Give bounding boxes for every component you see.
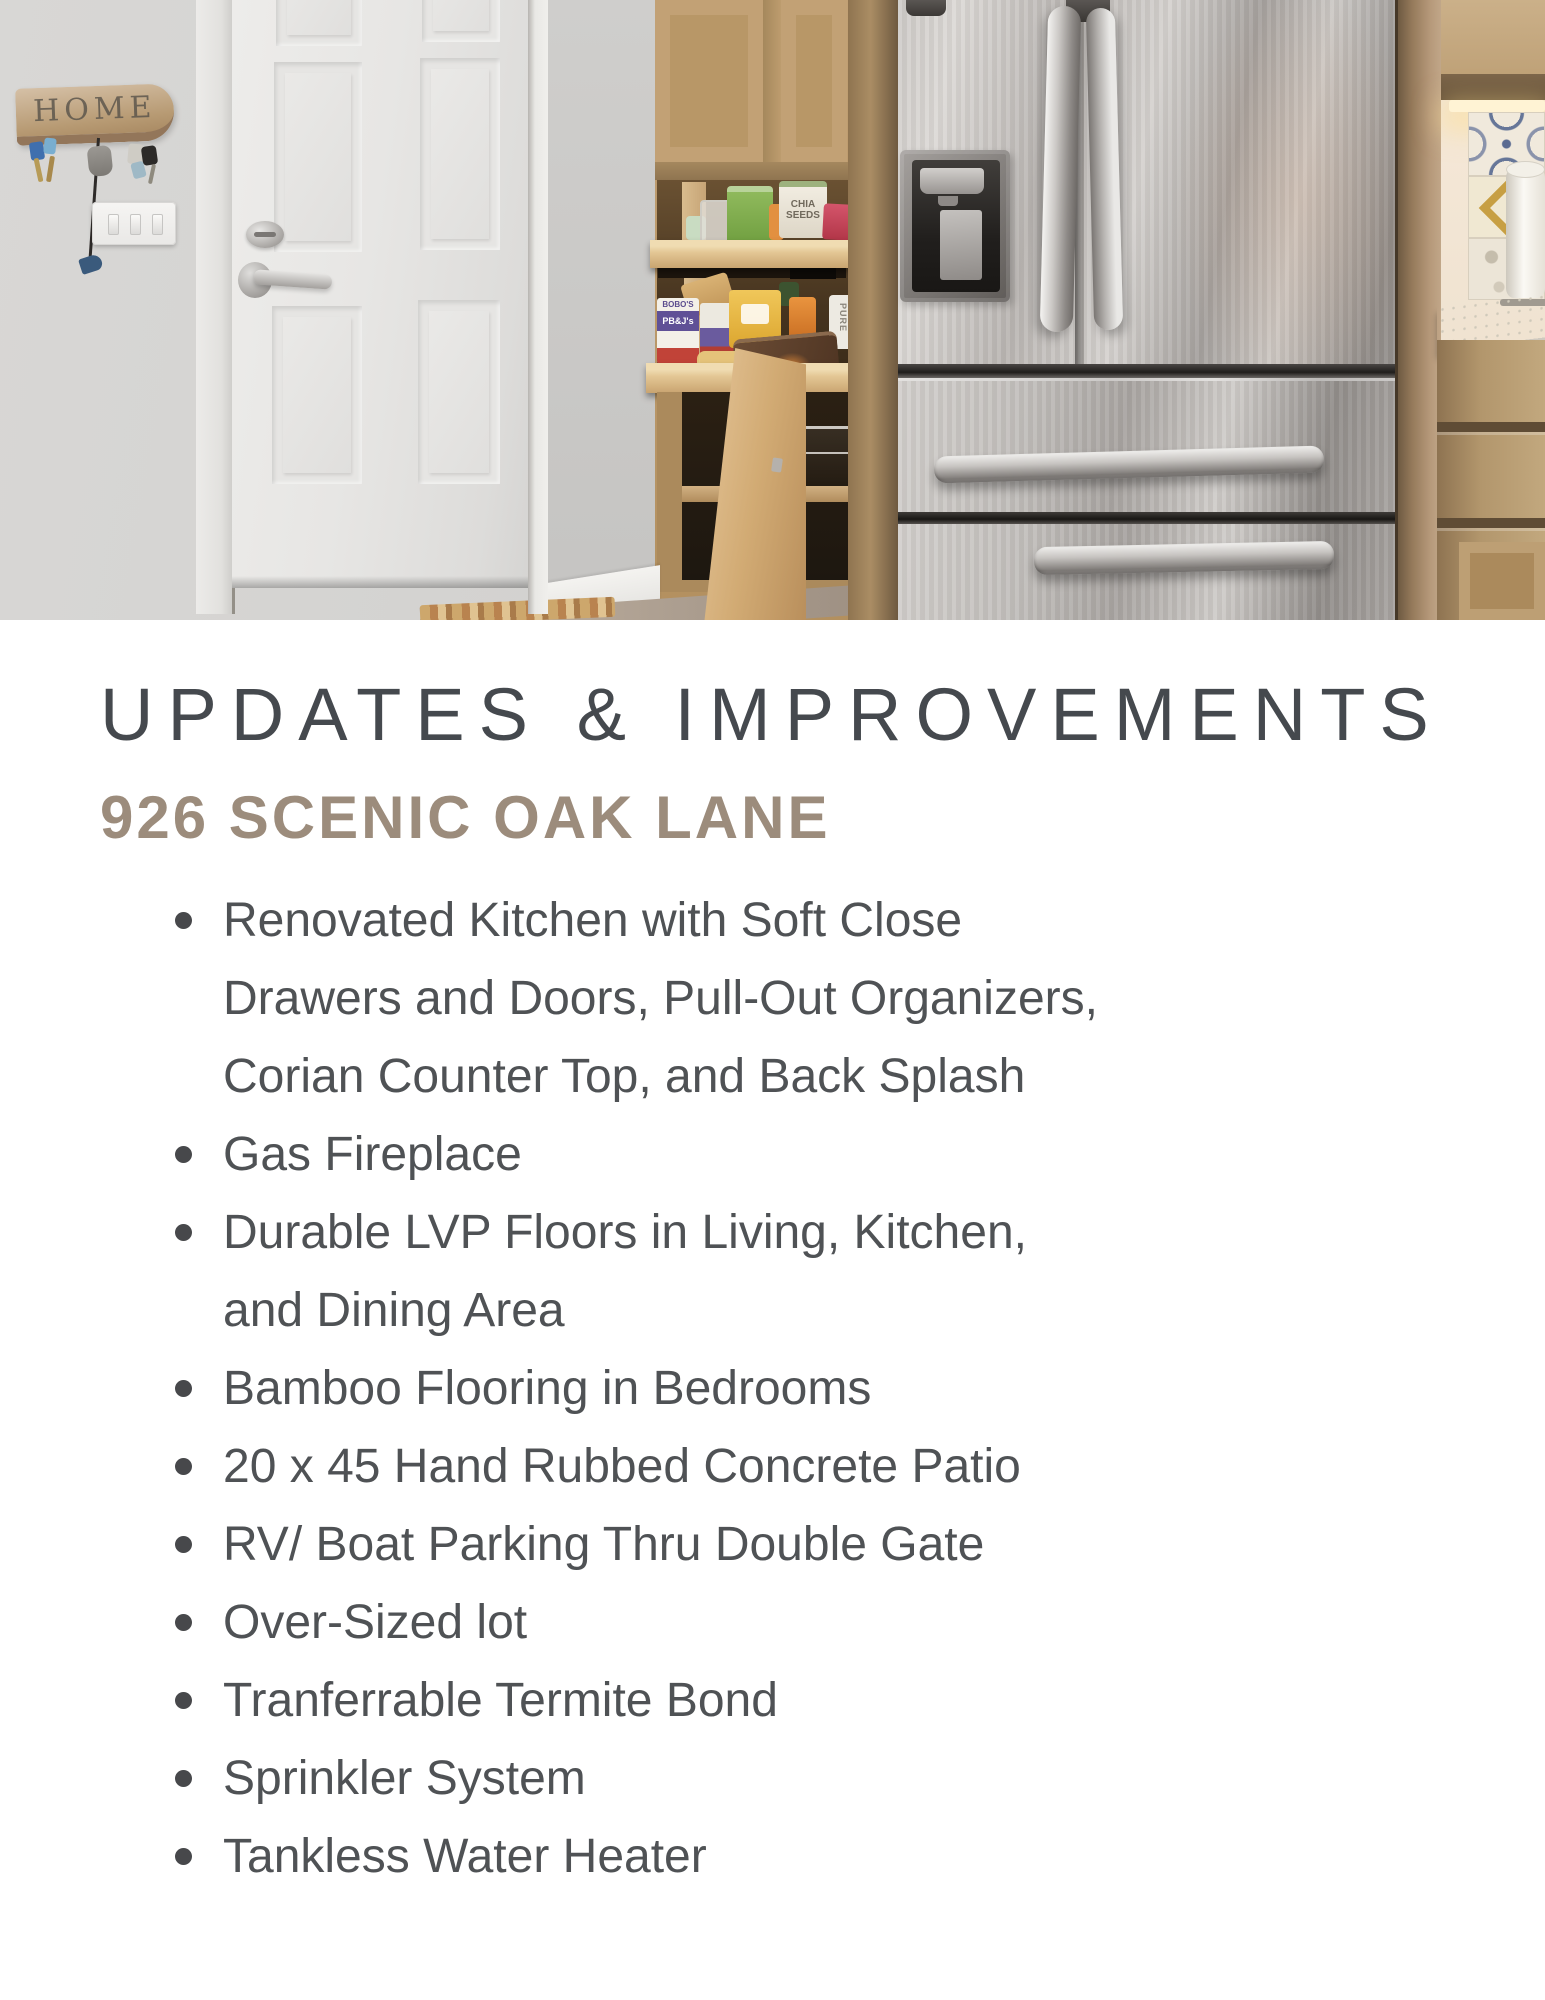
flyer-content xyxy=(0,620,1545,1896)
door-panel xyxy=(422,0,500,42)
under-cabinet-light xyxy=(1449,100,1545,112)
feature-item: Renovated Kitchen with Soft Close Drawers and Doors, Pull-Out Organizers, Corian Counter Top, and Back Splash xyxy=(100,882,1105,1116)
dispenser-spout xyxy=(938,196,958,206)
switch-toggle xyxy=(108,214,119,235)
fridge-seam xyxy=(898,512,1395,524)
door-panel xyxy=(272,306,362,484)
home-sign-text: HOME xyxy=(32,89,158,130)
area-rug xyxy=(420,597,616,620)
feature-item: Durable LVP Floors in Living, Kitchen, and Dining Area xyxy=(100,1194,1105,1350)
feature-item: Over-Sized lot xyxy=(100,1584,1105,1662)
feature-item: Gas Fireplace xyxy=(100,1116,1105,1194)
door-trim xyxy=(196,0,235,614)
chia-seeds-package: CHIA SEEDS xyxy=(779,181,827,238)
door-panel xyxy=(418,300,500,484)
key xyxy=(46,156,55,182)
freezer-drawer xyxy=(898,378,1395,515)
dispenser-tray xyxy=(920,168,984,194)
package-brand-text: PURE xyxy=(838,303,848,333)
freezer-drawer xyxy=(898,524,1395,620)
door-hinge xyxy=(771,457,783,472)
fridge-seam xyxy=(898,364,1395,378)
feature-item: Tankless Water Heater xyxy=(100,1818,1105,1896)
cabinet-stile xyxy=(763,0,781,162)
key-fob xyxy=(86,145,113,177)
door-panel xyxy=(420,58,500,250)
wall xyxy=(548,0,656,620)
cabinet-door xyxy=(781,0,847,162)
pbj-box xyxy=(657,298,699,364)
cabinet-rail xyxy=(655,162,850,180)
entry-door xyxy=(232,0,530,588)
water-dispenser xyxy=(900,150,1010,302)
door-panel xyxy=(276,0,362,46)
features-list xyxy=(100,882,1105,1896)
property-address: 926 SCENIC OAK LANE xyxy=(100,783,831,851)
refrigerator xyxy=(898,0,1395,620)
feature-item: 20 x 45 Hand Rubbed Concrete Patio xyxy=(100,1428,1105,1506)
stainless-texture xyxy=(898,381,1395,515)
deadbolt-lock xyxy=(246,221,284,248)
feature-item: Sprinkler System xyxy=(100,1740,1105,1818)
fridge-hinge xyxy=(906,0,946,16)
pull-out-shelf xyxy=(650,240,853,268)
switch-toggle xyxy=(152,214,163,235)
shelf-rail xyxy=(658,268,846,278)
kitchen-photo xyxy=(0,0,1545,620)
feature-item: Tranferrable Termite Bond xyxy=(100,1662,1105,1740)
cabinet-door xyxy=(655,0,763,162)
whistle xyxy=(78,253,104,275)
switch-toggle xyxy=(130,214,141,235)
key xyxy=(34,158,44,183)
key xyxy=(148,164,156,184)
feature-item: RV/ Boat Parking Thru Double Gate xyxy=(100,1506,1105,1584)
package-brand-text: BOBO'S xyxy=(662,300,694,309)
dispenser-cavity xyxy=(912,160,1000,292)
package-stripe xyxy=(657,348,699,364)
dispenser-paddle xyxy=(940,210,982,280)
home-sign xyxy=(15,83,175,145)
upper-cabinet xyxy=(1441,0,1545,100)
page-title: UPDATES & IMPROVEMENTS xyxy=(100,673,1443,756)
door-panel xyxy=(274,62,362,252)
snack-package xyxy=(727,186,773,246)
paper-towel-roll xyxy=(1506,168,1545,298)
door-trim xyxy=(528,0,548,614)
cabinet-door xyxy=(1459,542,1545,620)
key-tag xyxy=(43,137,57,154)
package-name-text: PB&J's xyxy=(657,311,699,331)
cabinet-side-panel xyxy=(848,0,901,620)
light-switch xyxy=(92,202,176,245)
feature-item: Bamboo Flooring in Bedrooms xyxy=(100,1350,1105,1428)
